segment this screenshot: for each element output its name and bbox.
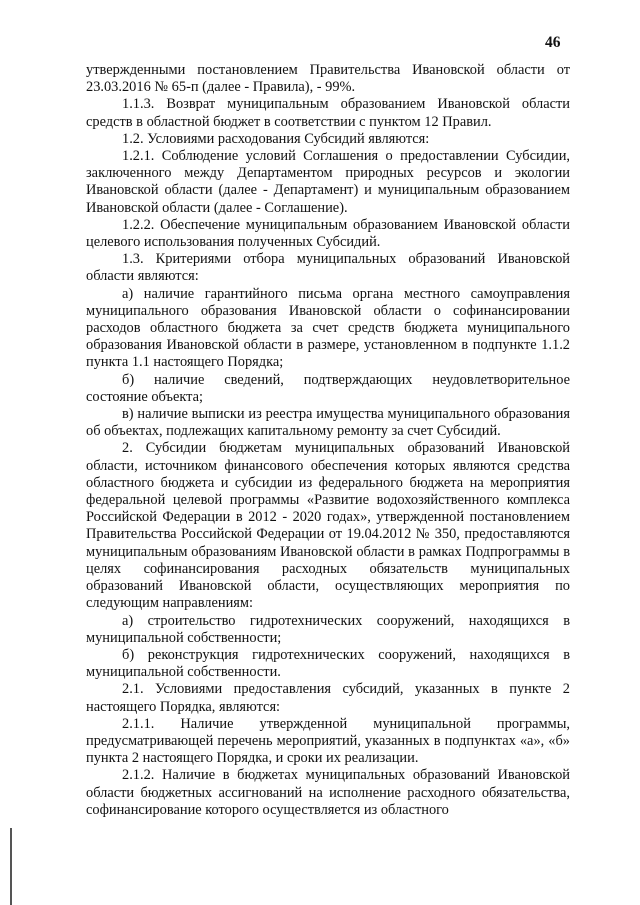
paragraph: 2.1.2. Наличие в бюджетах муниципальных образований Ивановской области бюджетных ассигнований на исполнение расходного обязательства, софинансирование которого осуществляется из областного	[86, 767, 570, 818]
document-body	[86, 62, 570, 819]
page-number: 46	[545, 34, 561, 51]
paragraph: 1.3. Критериями отбора муниципальных образований Ивановской области являются:	[86, 251, 570, 285]
paragraph: а) наличие гарантийного письма органа местного самоуправления муниципального образования Ивановской области о софинансировании расходов областного бюджета за счет средств бюджета муниципального образования Ивановской области в размере, установленном в подпункте 1.1.2 пункта 1.1 настоящего Порядка;	[86, 285, 570, 371]
paragraph: утвержденными постановлением Правительства Ивановской области от 23.03.2016 № 65-п (далее - Правила), - 99%.	[86, 62, 570, 96]
paragraph: 1.2. Условиями расходования Субсидий являются:	[122, 130, 430, 147]
binding-margin-line	[10, 828, 12, 905]
paragraph: 2.1. Условиями предоставления субсидий, указанных в пункте 2 настоящего Порядка, являются:	[86, 681, 570, 715]
paragraph: 1.2.2. Обеспечение муниципальным образованием Ивановской области целевого использования полученных Субсидий.	[86, 216, 570, 251]
paragraph: б) наличие сведений, подтверждающих неудовлетворительное состояние объекта;	[86, 371, 570, 405]
paragraph: 2.1.1. Наличие утвержденной муниципальной программы, предусматривающей перечень мероприятий, указанных в подпунктах «а», «б» пункта 2 настоящего Порядка, и сроки их реализации.	[86, 715, 570, 767]
paragraph: б) реконструкция гидротехнических сооружений, находящихся в муниципальной собственности.	[86, 646, 570, 681]
paragraph: 1.1.3. Возврат муниципальным образованием Ивановской области средств в областной бюджет в соответствии с пунктом 12 Правил.	[86, 96, 570, 130]
paragraph: 1.2.1. Соблюдение условий Соглашения о предоставлении Субсидии, заключенного между Департаментом природных ресурсов и экологии Ивановской области (далее - Департамент) и муниципальным образованием Ивановской области (далее - Соглашение).	[86, 148, 570, 216]
paragraph: в) наличие выписки из реестра имущества муниципального образования об объектах, подлежащих капитальному ремонту за счет Субсидий.	[86, 406, 570, 440]
paragraph: а) строительство гидротехнических сооружений, находящихся в муниципальной собственности;	[86, 612, 570, 646]
paragraph: 2. Субсидии бюджетам муниципальных образований Ивановской области, источником финансового обеспечения которых являются средства областного бюджета и субсидии из федерального бюджета на мероприятия федеральной целевой программы «Развитие водохозяйственного комплекса Российской Федерации в 2012 - 2020 годах», утвержденной постановлением Правительства Российской Федерации от 19.04.2012 № 350, предоставляются муниципальным образованиям Ивановской области в рамках Подпрограммы в целях софинансирования расходных обязательств муниципальных образований Ивановской области, осуществляющих мероприятия по следующим направлениям:	[86, 440, 570, 612]
